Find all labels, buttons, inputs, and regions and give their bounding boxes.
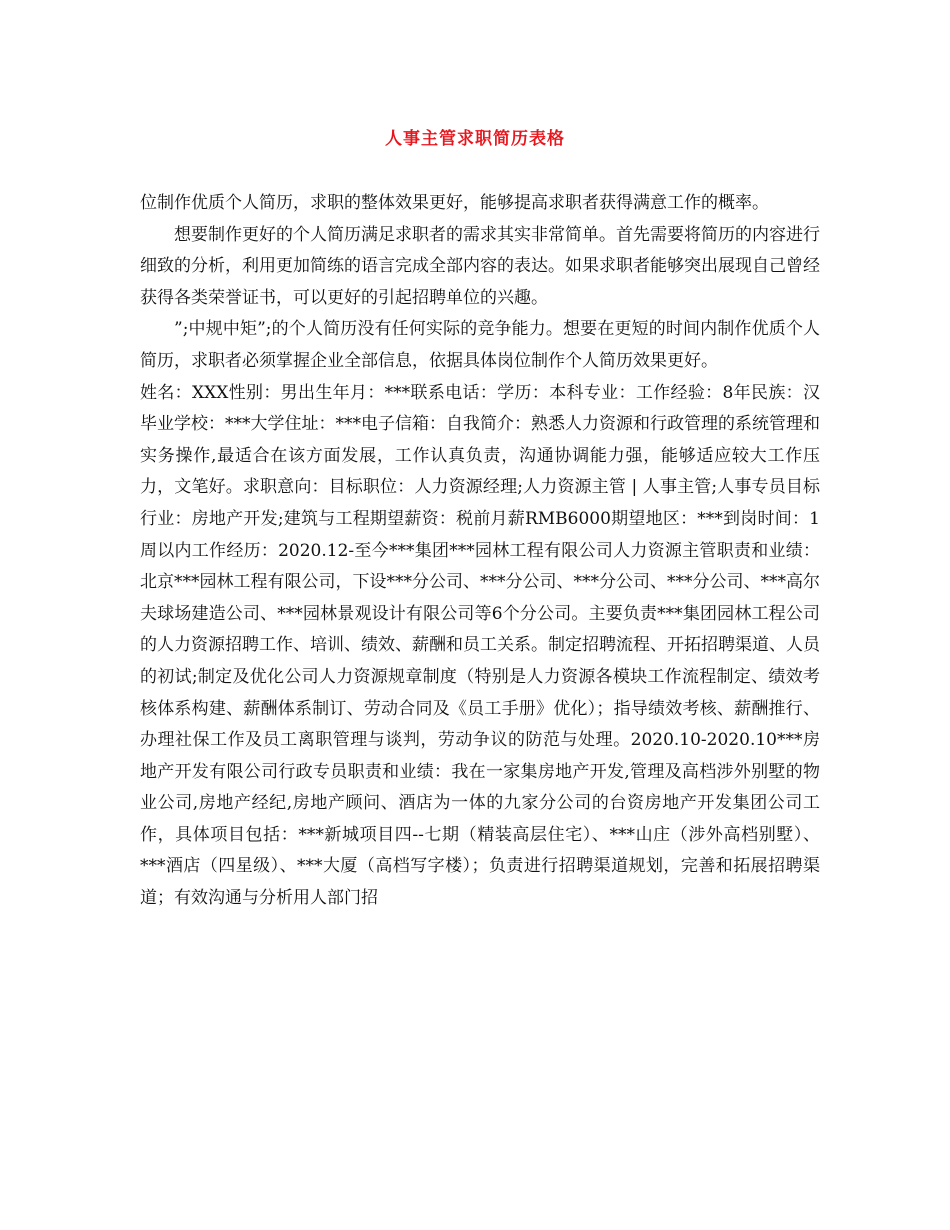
paragraph-competitiveness: ”;中规中矩”;的个人简历没有任何实际的竞争能力。想要在更短的时间内制作优质个人简历，求职者必须掌握企业全部信息，依据具体岗位制作个人简历效果更好。 <box>140 319 820 371</box>
document-body <box>140 188 820 915</box>
document-title: 人事主管求职简历表格 <box>385 129 565 149</box>
paragraph-resume-tips: 想要制作更好的个人简历满足求职者的需求其实非常简单。首先需要将简历的内容进行细致的分析，利用更加简练的语言完成全部内容的表达。如果求职者能够突出展现自己曾经获得各类荣誉证书，可以更好的引起招聘单位的兴趣。 <box>140 224 820 308</box>
paragraph-resume-details: 姓名：XXX性别：男出生年月：***联系电话：学历：本科专业：工作经验：8年民族：汉毕业学校：***大学住址：***电子信箱：自我简介：熟悉人力资源和行政管理的系统管理和实务操作,最适合在该方面发展，工作认真负责，沟通协调能力强，能够适应较大工作压力，文笔好。求职意向：目标职位：人力资源经理;人力资源主管 | 人事主管;人事专员目标行业：房地产开发;建筑与工程期望薪资：税前月薪RMB6000期望地区：***到岗时间：1周以内工作经历：2020.12-至今***集团***园林工程有限公司人力资源主管职责和业绩：北京***园林工程有限公司，下设***分公司、***分公司、***分公司、***分公司、***高尔夫球场建造公司、***园林景观设计有限公司等6个分公司。主要负责***集团园林工程公司的人力资源招聘工作、培训、绩效、薪酬和员工关系。制定招聘流程、开拓招聘渠道、人员的初试;制定及优化公司人力资源规章制度（特别是人力资源各模块工作流程制定、绩效考核体系构建、薪酬体系制订、劳动合同及《员工手册》优化）；指导绩效考核、薪酬推行、办理社保工作及员工离职管理与谈判，劳动争议的防范与处理。2020.10-2020.10***房地产开发有限公司行政专员职责和业绩：我在一家集房地产开发,管理及高档涉外别墅的物业公司,房地产经纪,房地产顾问、酒店为一体的九家分公司的台资房地产开发集团公司工作，具体项目包括：***新城项目四--七期（精装高层住宅）、***山庄（涉外高档别墅）、***酒店（四星级）、***大厦（高档写字楼）；负责进行招聘渠道规划，完善和拓展招聘渠道；有效沟通与分析用人部门招 <box>140 382 820 909</box>
paragraph-intro-fragment: 位制作优质个人简历，求职的整体效果更好，能够提高求职者获得满意工作的概率。 <box>140 193 769 213</box>
